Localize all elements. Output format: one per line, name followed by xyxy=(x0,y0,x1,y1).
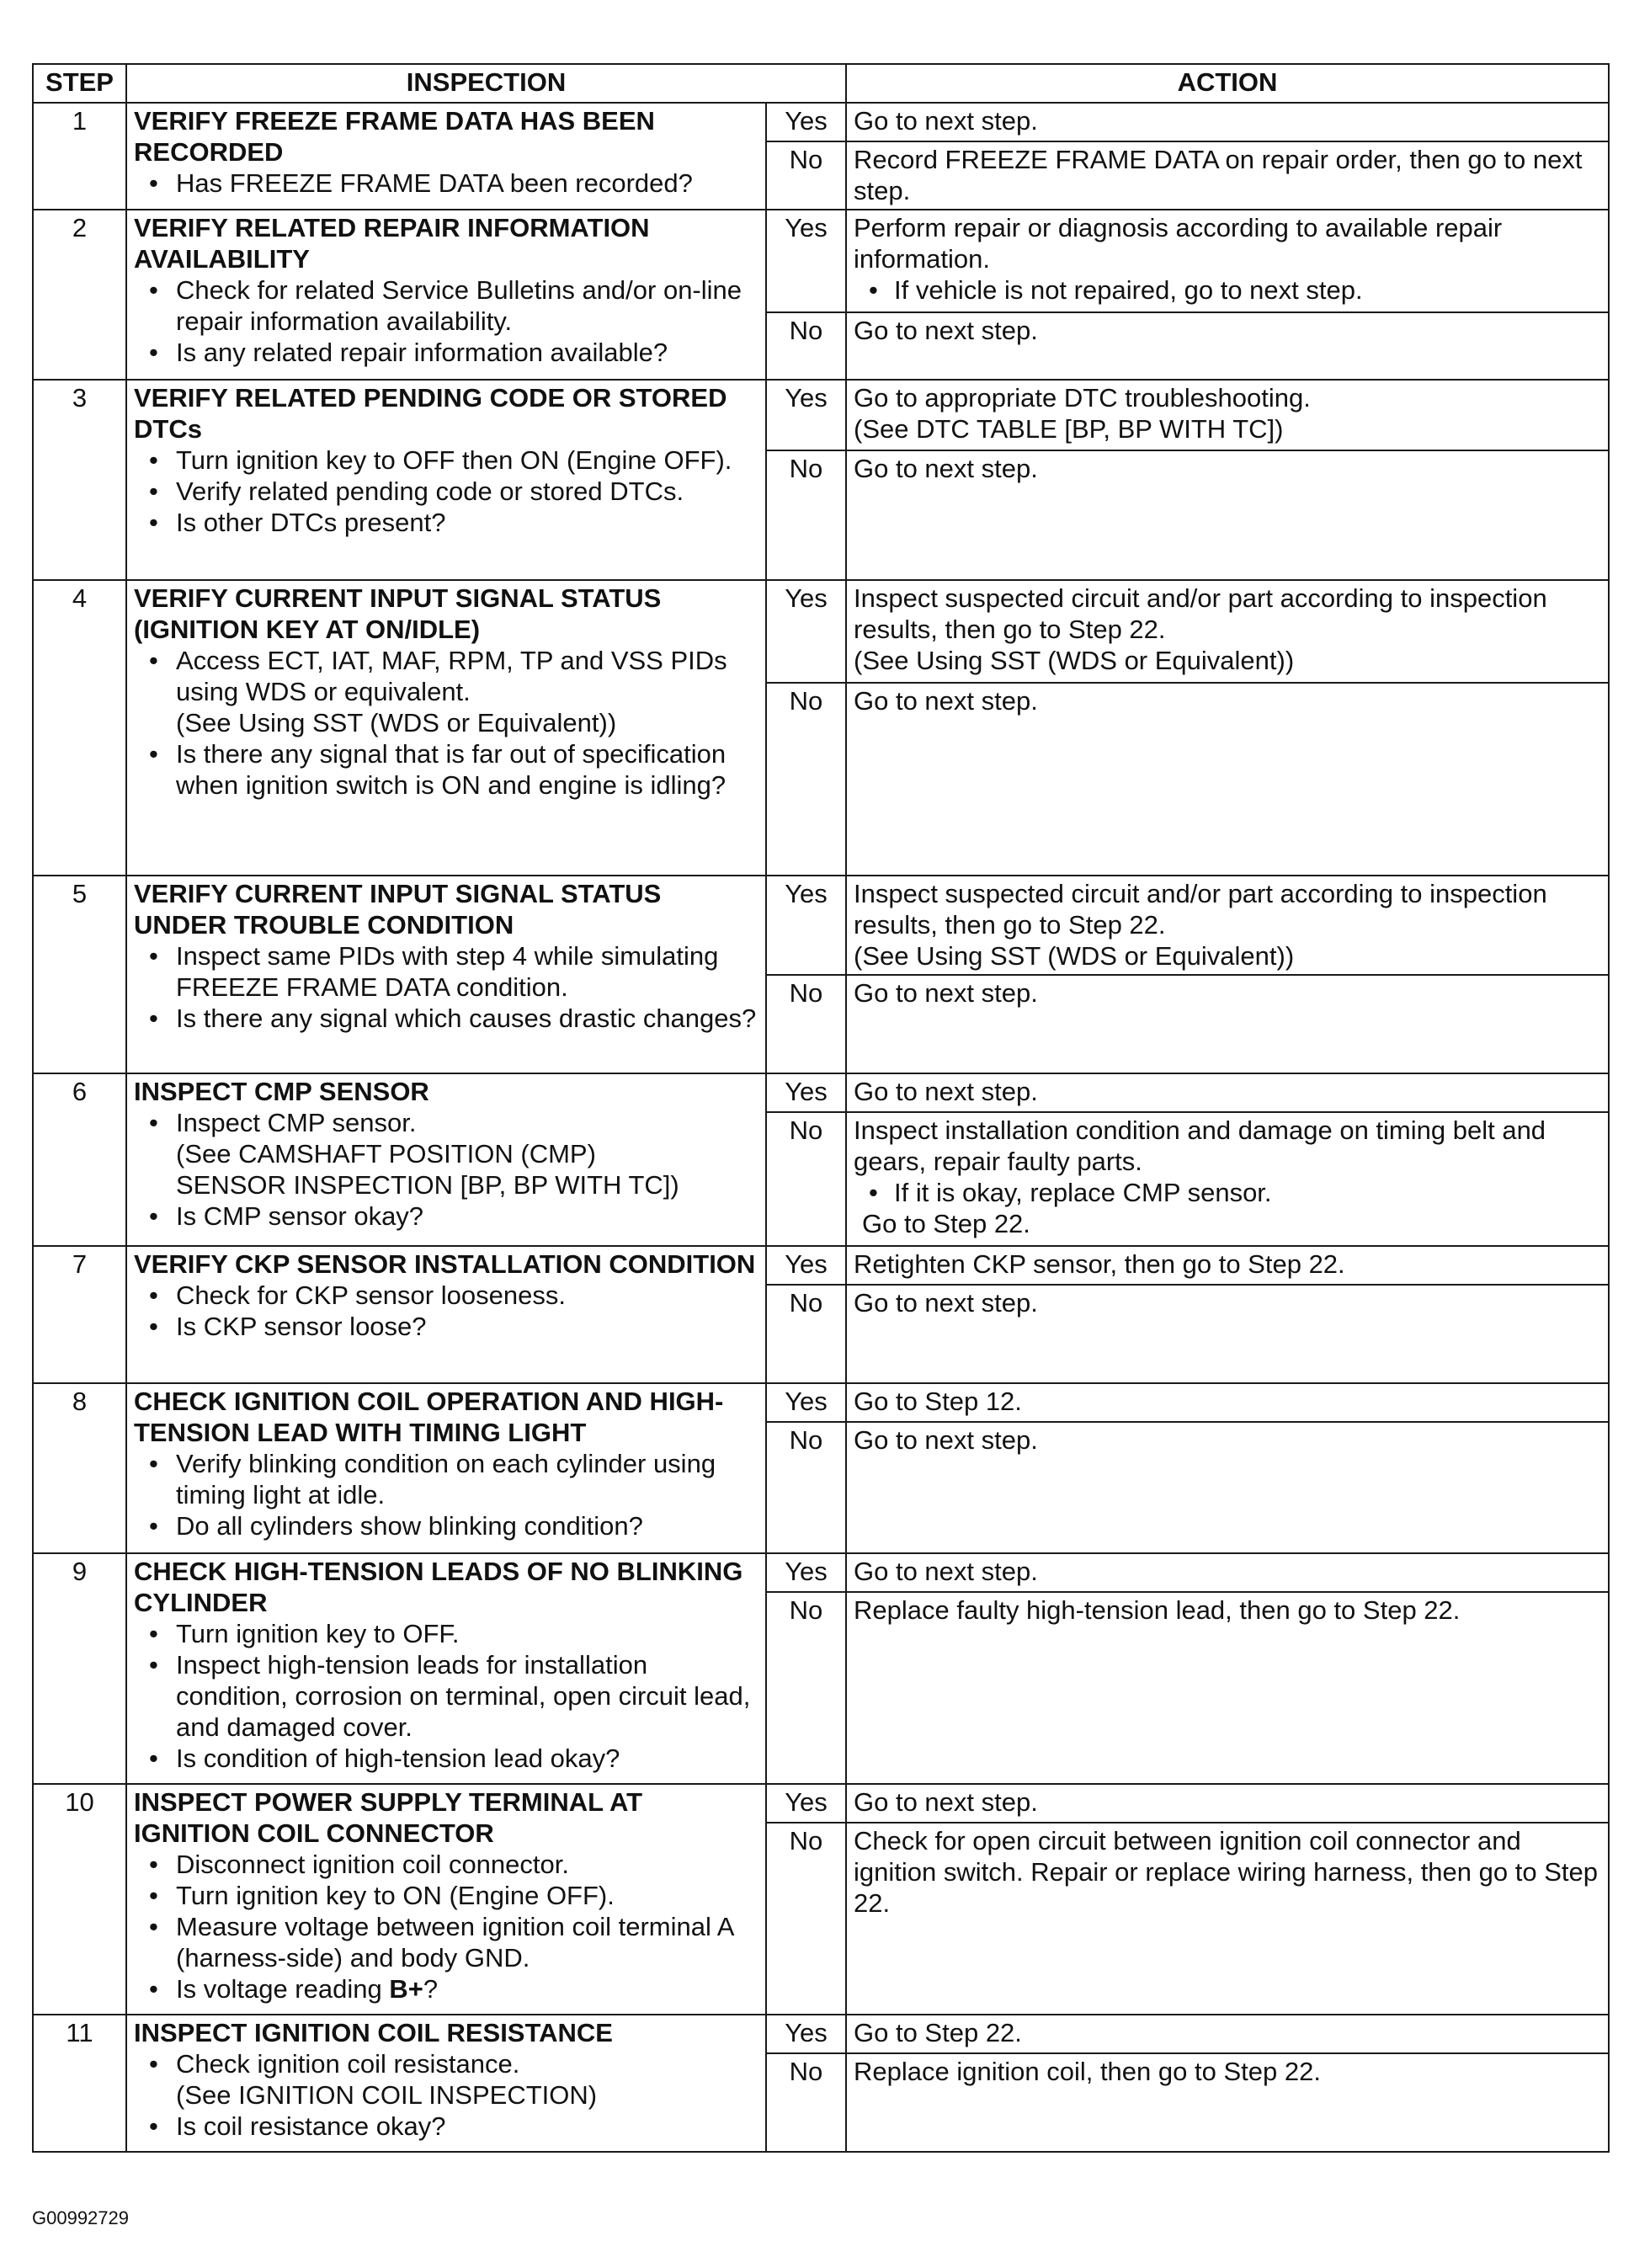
inspection-title: VERIFY RELATED PENDING CODE OR STORED DTCs xyxy=(134,383,727,444)
yes-label: Yes xyxy=(766,1784,846,1823)
inspection-title: CHECK IGNITION COIL OPERATION AND HIGH-TENSION LEAD WITH TIMING LIGHT xyxy=(134,1387,724,1447)
inspection-bullet: • Is any related repair information available? xyxy=(176,337,758,368)
action-text: Replace ignition coil, then go to Step 22. xyxy=(854,2057,1321,2086)
no-label: No xyxy=(766,2053,846,2152)
figure-id: G00992729 xyxy=(32,2207,129,2228)
inspection-bullet: • Verify related pending code or stored DTCs. xyxy=(176,476,758,507)
inspection-bullets xyxy=(134,1280,758,1342)
yes-label: Yes xyxy=(766,876,846,975)
action-text: Retighten CKP sensor, then go to Step 22. xyxy=(854,1249,1345,1279)
inspection-bullet xyxy=(176,2048,758,2111)
inspection-title: INSPECT IGNITION COIL RESISTANCE xyxy=(134,2018,613,2047)
yes-action xyxy=(846,1246,1609,1285)
bullet-reference: (See Using SST (WDS or Equivalent)) xyxy=(176,708,617,737)
inspection-bullet: • Is CKP sensor loose? xyxy=(176,1311,758,1342)
inspection-bullet: • Is condition of high-tension lead okay? xyxy=(176,1743,758,1774)
inspection-cell xyxy=(126,2015,766,2152)
yes-action xyxy=(846,2015,1609,2053)
action-reference: (See Using SST (WDS or Equivalent)) xyxy=(854,941,1295,971)
step-number: 3 xyxy=(33,380,126,580)
inspection-bullets xyxy=(134,1849,758,2004)
inspection-bullet: • Do all cylinders show blinking condition? xyxy=(176,1510,758,1541)
no-label: No xyxy=(766,1285,846,1383)
inspection-bullets xyxy=(134,168,758,199)
yes-action xyxy=(846,1553,1609,1592)
inspection-bullets xyxy=(134,1107,758,1232)
action-text: Go to next step. xyxy=(854,978,1038,1008)
action-text: Perform repair or diagnosis according to available repair information. xyxy=(854,213,1503,274)
no-action xyxy=(846,683,1609,876)
inspection-cell xyxy=(126,1246,766,1383)
table-row-step-1-yes xyxy=(33,103,1609,141)
action-reference: (See DTC TABLE [BP, BP WITH TC]) xyxy=(854,414,1284,444)
no-label: No xyxy=(766,1422,846,1553)
no-label: No xyxy=(766,975,846,1073)
table-row-step-6-yes xyxy=(33,1073,1609,1112)
inspection-cell xyxy=(126,1073,766,1246)
voltage-value: B+ xyxy=(389,1974,423,2004)
yes-action xyxy=(846,210,1609,312)
diagnostic-procedure-sheet xyxy=(32,63,1608,2153)
inspection-title: VERIFY CURRENT INPUT SIGNAL STATUS (IGNITION KEY AT ON/IDLE) xyxy=(134,583,662,644)
inspection-cell xyxy=(126,1383,766,1553)
inspection-bullets xyxy=(134,645,758,801)
bullet-text: • Access ECT, IAT, MAF, RPM, TP and VSS PIDs using WDS or equivalent. xyxy=(176,646,727,706)
inspection-bullet: • Is there any signal which causes drastic changes? xyxy=(176,1003,758,1034)
inspection-title: VERIFY CKP SENSOR INSTALLATION CONDITION xyxy=(134,1249,756,1279)
step-number: 4 xyxy=(33,580,126,876)
step-column-header: STEP xyxy=(33,64,126,103)
bullet-suffix: ? xyxy=(423,1974,439,2004)
inspection-title: INSPECT POWER SUPPLY TERMINAL AT IGNITION COIL CONNECTOR xyxy=(134,1787,643,1848)
action-text: Go to next step. xyxy=(854,106,1038,136)
inspection-bullet: • Inspect same PIDs with step 4 while simulating FREEZE FRAME DATA condition. xyxy=(176,940,758,1003)
no-action xyxy=(846,1823,1609,2015)
action-text: Check for open circuit between ignition coil connector and ignition switch. Repair or replace wiring harness, then go to Step 22. xyxy=(854,1826,1598,1918)
inspection-bullet: • Turn ignition key to OFF then ON (Engine OFF). xyxy=(176,445,758,476)
no-action xyxy=(846,975,1609,1073)
inspection-bullet: • Turn ignition key to OFF. xyxy=(176,1618,758,1649)
inspection-bullet: • Is coil resistance okay? xyxy=(176,2111,758,2142)
inspection-bullets xyxy=(134,274,758,368)
action-bullet: • If it is okay, replace CMP sensor. xyxy=(894,1177,1601,1208)
bullet-text: Is voltage reading xyxy=(176,1974,390,2004)
no-action xyxy=(846,1592,1609,1784)
inspection-bullet: • Is there any signal that is far out of specification when ignition switch is ON and engine is idling? xyxy=(176,738,758,801)
action-bullet: • If vehicle is not repaired, go to next step. xyxy=(894,274,1601,306)
action-text: Go to next step. xyxy=(854,1425,1038,1455)
inspection-bullet xyxy=(176,1107,758,1201)
inspection-bullet: • Check for related Service Bulletins and/or on-line repair information availability. xyxy=(176,274,758,337)
table-row-step-9-yes xyxy=(33,1553,1609,1592)
no-action xyxy=(846,1422,1609,1553)
action-text: Go to next step. xyxy=(854,686,1038,716)
no-label: No xyxy=(766,450,846,580)
yes-action xyxy=(846,1383,1609,1422)
action-text: Go to appropriate DTC troubleshooting. xyxy=(854,383,1311,413)
step-number: 9 xyxy=(33,1553,126,1784)
bullet-reference: (See CAMSHAFT POSITION (CMP) SENSOR INSPECTION [BP, BP WITH TC]) xyxy=(176,1139,679,1200)
action-column-header: ACTION xyxy=(846,64,1609,103)
action-followup: Go to Step 22. xyxy=(862,1209,1030,1238)
step-number: 6 xyxy=(33,1073,126,1246)
yes-label: Yes xyxy=(766,103,846,141)
no-action xyxy=(846,450,1609,580)
table-header-row xyxy=(33,64,1609,103)
action-text: Go to Step 12. xyxy=(854,1387,1022,1416)
inspection-bullet: • Verify blinking condition on each cylinder using timing light at idle. xyxy=(176,1448,758,1510)
action-bullets xyxy=(854,274,1601,306)
no-label: No xyxy=(766,1112,846,1246)
table-row-step-10-yes xyxy=(33,1784,1609,1823)
inspection-bullets xyxy=(134,445,758,538)
no-label: No xyxy=(766,312,846,380)
action-text: Go to next step. xyxy=(854,316,1038,345)
table-row-step-3-yes xyxy=(33,380,1609,450)
yes-action xyxy=(846,380,1609,450)
no-action xyxy=(846,1112,1609,1246)
no-action xyxy=(846,2053,1609,2152)
yes-label: Yes xyxy=(766,580,846,683)
yes-action xyxy=(846,580,1609,683)
inspection-bullet: • Check for CKP sensor looseness. xyxy=(176,1280,758,1311)
inspection-bullets xyxy=(134,1448,758,1541)
action-reference: (See Using SST (WDS or Equivalent)) xyxy=(854,646,1295,675)
yes-label: Yes xyxy=(766,1383,846,1422)
action-bullets xyxy=(854,1177,1601,1208)
step-number: 10 xyxy=(33,1784,126,2015)
action-text: Inspect suspected circuit and/or part according to inspection results, then go to Step 22. xyxy=(854,879,1547,940)
inspection-bullet: • Is other DTCs present? xyxy=(176,507,758,538)
table-row-step-8-yes xyxy=(33,1383,1609,1422)
inspection-bullet: • Measure voltage between ignition coil terminal A (harness-side) and body GND. xyxy=(176,1911,758,1973)
yes-label: Yes xyxy=(766,210,846,312)
action-text: Go to next step. xyxy=(854,1557,1038,1586)
step-number: 1 xyxy=(33,103,126,210)
step-number: 5 xyxy=(33,876,126,1073)
no-label: No xyxy=(766,1592,846,1784)
action-text: Go to Step 22. xyxy=(854,2018,1022,2047)
yes-action xyxy=(846,1073,1609,1112)
inspection-cell xyxy=(126,103,766,210)
table-row-step-11-yes xyxy=(33,2015,1609,2053)
yes-label: Yes xyxy=(766,1553,846,1592)
step-number: 11 xyxy=(33,2015,126,2152)
yes-action xyxy=(846,1784,1609,1823)
inspection-cell xyxy=(126,876,766,1073)
action-text: Replace faulty high-tension lead, then go to Step 22. xyxy=(854,1595,1461,1625)
action-text: Record FREEZE FRAME DATA on repair order, then go to next step. xyxy=(854,145,1583,205)
action-text: Go to next step. xyxy=(854,1787,1038,1817)
inspection-bullet: • Is CMP sensor okay? xyxy=(176,1201,758,1232)
inspection-bullet: • Turn ignition key to ON (Engine OFF). xyxy=(176,1880,758,1911)
inspection-title: CHECK HIGH-TENSION LEADS OF NO BLINKING CYLINDER xyxy=(134,1557,743,1617)
inspection-cell xyxy=(126,1553,766,1784)
yes-label: Yes xyxy=(766,1073,846,1112)
no-label: No xyxy=(766,683,846,876)
table-row-step-4-yes xyxy=(33,580,1609,683)
step-number: 2 xyxy=(33,210,126,380)
inspection-column-header: INSPECTION xyxy=(126,64,846,103)
diagnostic-procedure-table xyxy=(32,63,1610,2153)
table-row-step-5-yes xyxy=(33,876,1609,975)
inspection-bullets xyxy=(134,2048,758,2142)
inspection-cell xyxy=(126,210,766,380)
inspection-cell xyxy=(126,1784,766,2015)
inspection-title: VERIFY RELATED REPAIR INFORMATION AVAILABILITY xyxy=(134,213,650,274)
table-row-step-7-yes xyxy=(33,1246,1609,1285)
inspection-cell xyxy=(126,380,766,580)
yes-label: Yes xyxy=(766,1246,846,1285)
no-action xyxy=(846,141,1609,210)
inspection-title: VERIFY FREEZE FRAME DATA HAS BEEN RECORDED xyxy=(134,106,655,167)
bullet-text: • Check ignition coil resistance. xyxy=(176,2049,520,2079)
no-action xyxy=(846,312,1609,380)
no-label: No xyxy=(766,141,846,210)
inspection-bullet: • Has FREEZE FRAME DATA been recorded? xyxy=(176,168,758,199)
no-action xyxy=(846,1285,1609,1383)
action-text: Go to next step. xyxy=(854,454,1038,483)
yes-action xyxy=(846,876,1609,975)
action-text: Go to next step. xyxy=(854,1288,1038,1318)
inspection-bullet xyxy=(176,1973,758,2004)
table-row-step-2-yes xyxy=(33,210,1609,312)
action-text: Inspect installation condition and damage on timing belt and gears, repair faulty parts. xyxy=(854,1115,1546,1176)
inspection-bullets xyxy=(134,940,758,1034)
inspection-bullet: • Inspect high-tension leads for installation condition, corrosion on terminal, open circuit lead, and damaged cover. xyxy=(176,1649,758,1743)
bullet-reference: (See IGNITION COIL INSPECTION) xyxy=(176,2080,598,2110)
yes-label: Yes xyxy=(766,2015,846,2053)
inspection-cell xyxy=(126,580,766,876)
inspection-bullet xyxy=(176,645,758,738)
bullet-text: • Inspect CMP sensor. xyxy=(176,1108,417,1137)
yes-action xyxy=(846,103,1609,141)
action-text: Inspect suspected circuit and/or part according to inspection results, then go to Step 22. xyxy=(854,583,1547,644)
step-number: 8 xyxy=(33,1383,126,1553)
inspection-bullet: • Disconnect ignition coil connector. xyxy=(176,1849,758,1880)
step-number: 7 xyxy=(33,1246,126,1383)
inspection-title: INSPECT CMP SENSOR xyxy=(134,1077,429,1106)
inspection-title: VERIFY CURRENT INPUT SIGNAL STATUS UNDER TROUBLE CONDITION xyxy=(134,879,662,940)
action-text: Go to next step. xyxy=(854,1077,1038,1106)
no-label: No xyxy=(766,1823,846,2015)
inspection-bullets xyxy=(134,1618,758,1774)
yes-label: Yes xyxy=(766,380,846,450)
